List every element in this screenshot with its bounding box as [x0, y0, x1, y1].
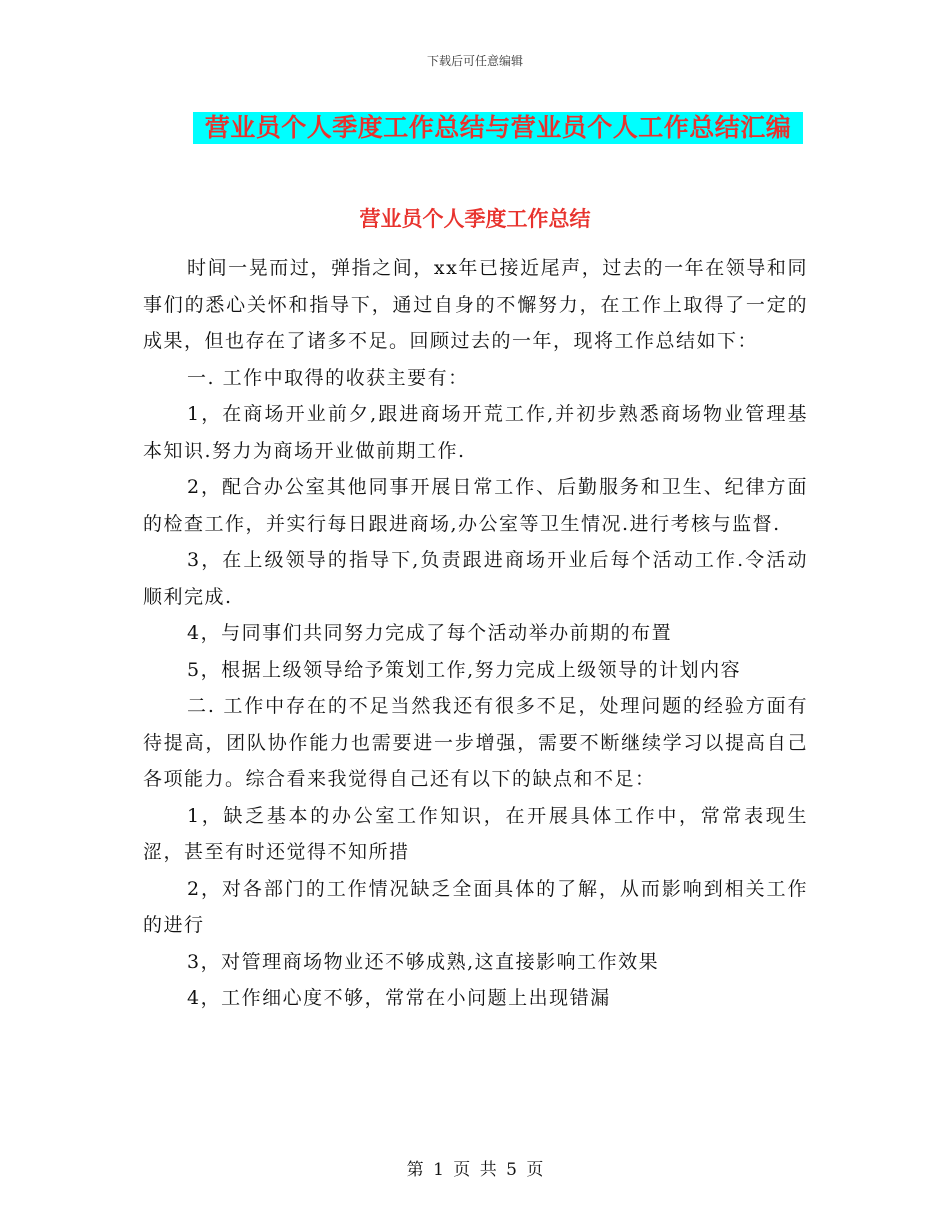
paragraph-gain-1: 1，在商场开业前夕,跟进商场开荒工作,并初步熟悉商场物业管理基本知识.努力为商场开业做前期工作. — [143, 403, 808, 462]
page-footer-number: 第 1 页 共 5 页 — [406, 1160, 544, 1180]
paragraph-gain-4: 4，与同事们共同努力完成了每个活动举办前期的布置 — [187, 622, 673, 644]
document-body — [143, 250, 808, 1017]
document-title-highlight — [193, 112, 803, 144]
paragraph-gain-3: 3，在上级领导的指导下,负责跟进商场开业后每个活动工作.令活动顺利完成. — [143, 549, 808, 608]
paragraph-shortcoming-1: 1，缺乏基本的办公室工作知识，在开展具体工作中，常常表现生涩，甚至有时还觉得不知所措 — [143, 804, 808, 863]
document-title: 营业员个人季度工作总结与营业员个人工作总结汇编 — [204, 113, 792, 142]
paragraph-gain-2: 2，配合办公室其他同事开展日常工作、后勤服务和卫生、纪律方面的检查工作，并实行每日跟进商场,办公室等卫生情况.进行考核与监督. — [143, 476, 808, 535]
paragraph-shortcoming-4: 4，工作细心度不够，常常在小问题上出现错漏 — [187, 987, 611, 1009]
paragraph-shortcoming-2: 2，对各部门的工作情况缺乏全面具体的了解，从而影响到相关工作的进行 — [143, 877, 808, 936]
page-header-note: 下载后可任意编辑 — [426, 54, 523, 68]
paragraph-heading-gains: 一. 工作中取得的收获主要有： — [187, 366, 469, 389]
section-title: 营业员个人季度工作总结 — [359, 207, 591, 231]
paragraph-intro: 时间一晃而过，弹指之间，xx年已接近尾声，过去的一年在领导和同事们的悉心关怀和指导下，通过自身的不懈努力，在工作上取得了一定的成果，但也存在了诸多不足。回顾过去的一年，现将工作总结如下： — [143, 257, 808, 352]
paragraph-heading-shortcomings: 二. 工作中存在的不足当然我还有很多不足，处理问题的经验方面有待提高，团队协作能力也需要进一步增强，需要不断继续学习以提高自己各项能力。综合看来我觉得自己还有以下的缺点和不足： — [143, 695, 808, 790]
paragraph-gain-5: 5，根据上级领导给予策划工作,努力完成上级领导的计划内容 — [187, 658, 742, 681]
paragraph-shortcoming-3: 3，对管理商场物业还不够成熟,这直接影响工作效果 — [187, 950, 660, 973]
